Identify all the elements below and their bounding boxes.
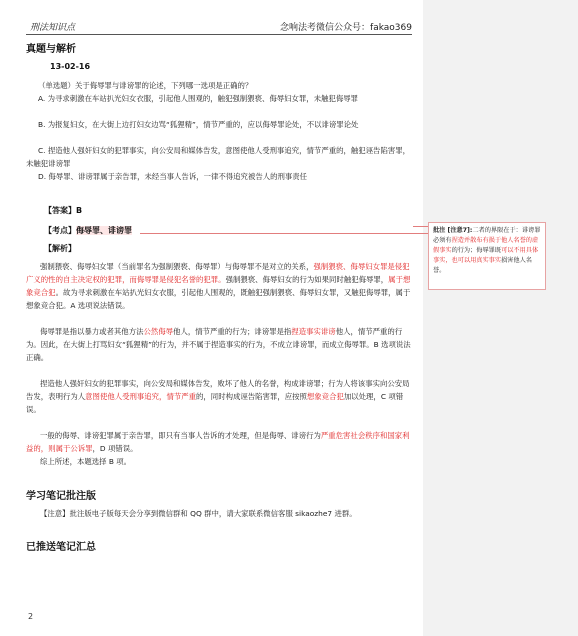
notice: 【注意】批注版电子版每天会分享到微信群和 QQ 群中，请大家联系微信客服 sikaozhe7 进群。 bbox=[40, 509, 357, 518]
analysis-text: 捏造他人强奸妇女的犯罪事实，向公安局和媒体告发，败坏了他人的名誉，构成诽谤罪；行为人将该事实向公安局告发，表明行为人 bbox=[26, 379, 410, 401]
analysis-p5: 综上所述，本题选择 B 项。 bbox=[40, 457, 132, 466]
analysis-emphasis: 捏造事实诽谤 bbox=[291, 327, 336, 336]
comment-text: 损害他人名誉。 bbox=[433, 257, 532, 274]
margin-comment[interactable] bbox=[428, 222, 546, 290]
option-d: D. 侮辱罪、诽谤罪属于亲告罪，未经当事人告诉，一律不得追究被告人的刑事责任 bbox=[38, 172, 308, 181]
kaodian bbox=[44, 225, 132, 236]
analysis-emphasis: 意图使他人受刑事追究，情节严重 bbox=[85, 392, 197, 401]
analysis-text: 强制猥亵、侮辱妇女的行为如果同时触犯侮辱罪， bbox=[225, 275, 389, 284]
section2-title: 学习笔记批注版 bbox=[26, 491, 96, 502]
section3-title: 已推送笔记汇总 bbox=[26, 542, 96, 553]
kaodian-value: 侮辱罪、诽谤罪 bbox=[76, 226, 132, 235]
comment-text: 的行为；侮辱罪既 bbox=[451, 247, 502, 254]
analysis-text: 。故为寻求刺激在车站扒光妇女衣服，引起他人围观的，既触犯强制猥亵、侮辱妇女罪，又触犯侮辱罪，属于想象竞合犯。A 选项说法错误。 bbox=[26, 288, 411, 310]
answer-label: 【答案】B bbox=[44, 206, 83, 215]
analysis-p4 bbox=[26, 429, 412, 455]
question-id: 13-02-16 bbox=[50, 62, 91, 71]
analysis-text: 一般的侮辱、诽谤犯罪属于亲告罪，即只有当事人告诉的才处理，但是侮辱、诽谤行为 bbox=[40, 431, 321, 440]
analysis-text: ，D 项错误。 bbox=[92, 444, 138, 453]
comment-connector bbox=[140, 233, 428, 234]
analysis-p1 bbox=[26, 260, 412, 312]
analysis-text: 侮辱罪是指以暴力或者其他方法 bbox=[40, 327, 144, 336]
comment-label: 批注 [注意7]: bbox=[433, 227, 473, 234]
jiexi-label: 【解析】 bbox=[44, 244, 76, 253]
comment-text: 二者的界限在于：诽谤罪必须有 bbox=[433, 227, 541, 244]
analysis-text: 他人，情节严重的行为。因此，在大街上打骂妇女“狐狸精”的行为，并不属于捏造事实的行为，不成立诽谤罪，而成立侮辱罪。B 选项说法正确。 bbox=[26, 327, 411, 362]
page-header bbox=[26, 18, 412, 35]
analysis-p3 bbox=[26, 377, 412, 416]
option-c: C. 捏造他人强奸妇女的犯罪事实，向公安局和媒体告发，意图使他人受刑事追究，情节严重的，触犯诬告陷害罪，未触犯诽谤罪 bbox=[26, 146, 411, 168]
comment-connector-end bbox=[413, 226, 428, 227]
page-number: 2 bbox=[28, 612, 34, 621]
header-left: 刑法知识点 bbox=[30, 23, 76, 33]
option-b: B. 为报复妇女，在大街上边打妇女边骂“狐狸精”，情节严重的，应以侮辱罪论处，不以诽谤罪论处 bbox=[38, 120, 359, 129]
analysis-p2 bbox=[26, 325, 412, 364]
analysis-text: 他人，情节严重的行为；诽谤罪是指 bbox=[173, 327, 292, 336]
comment-gutter bbox=[423, 0, 578, 636]
analysis-emphasis: 强制猥亵、侮辱妇女罪是侵犯广义的性的自主决定权的犯罪，而侮辱罪是侵犯名誉的犯罪。 bbox=[26, 262, 410, 284]
analysis-emphasis: 公然侮辱 bbox=[143, 327, 174, 336]
comment-emphasis: 捏造并散布有损于他人名誉的虚假事实 bbox=[433, 237, 539, 254]
analysis-text: 的，同时构成诬告陷害罪，应按照 bbox=[196, 392, 307, 401]
analysis-text: 加以处理，C 项错误。 bbox=[26, 392, 404, 414]
option-a: A. 为寻求刺激在车站扒光妇女衣服，引起他人围观的，触犯强制猥亵、侮辱妇女罪，未触犯侮辱罪 bbox=[38, 94, 359, 103]
comment-emphasis: 可以不用具体事实，也可以用真实事实 bbox=[433, 247, 539, 264]
header-right: 念响法考微信公众号：fakao369 bbox=[280, 23, 412, 33]
analysis-emphasis: 属于想象竞合犯 bbox=[26, 275, 411, 297]
analysis-emphasis: 严重危害社会秩序和国家利益的，则属于公诉罪 bbox=[26, 431, 410, 453]
question-stem: （单选题）关于侮辱罪与诽谤罪的论述，下列哪一选项是正确的？ bbox=[38, 81, 253, 90]
kaodian-label: 【考点】 bbox=[44, 226, 76, 235]
section-title: 真题与解析 bbox=[26, 44, 76, 55]
analysis-emphasis: 想象竞合犯 bbox=[306, 392, 344, 401]
analysis-text: 强制猥亵、侮辱妇女罪（当前罪名为强制猥亵、侮辱罪）与侮辱罪不是对立的关系， bbox=[40, 262, 314, 271]
